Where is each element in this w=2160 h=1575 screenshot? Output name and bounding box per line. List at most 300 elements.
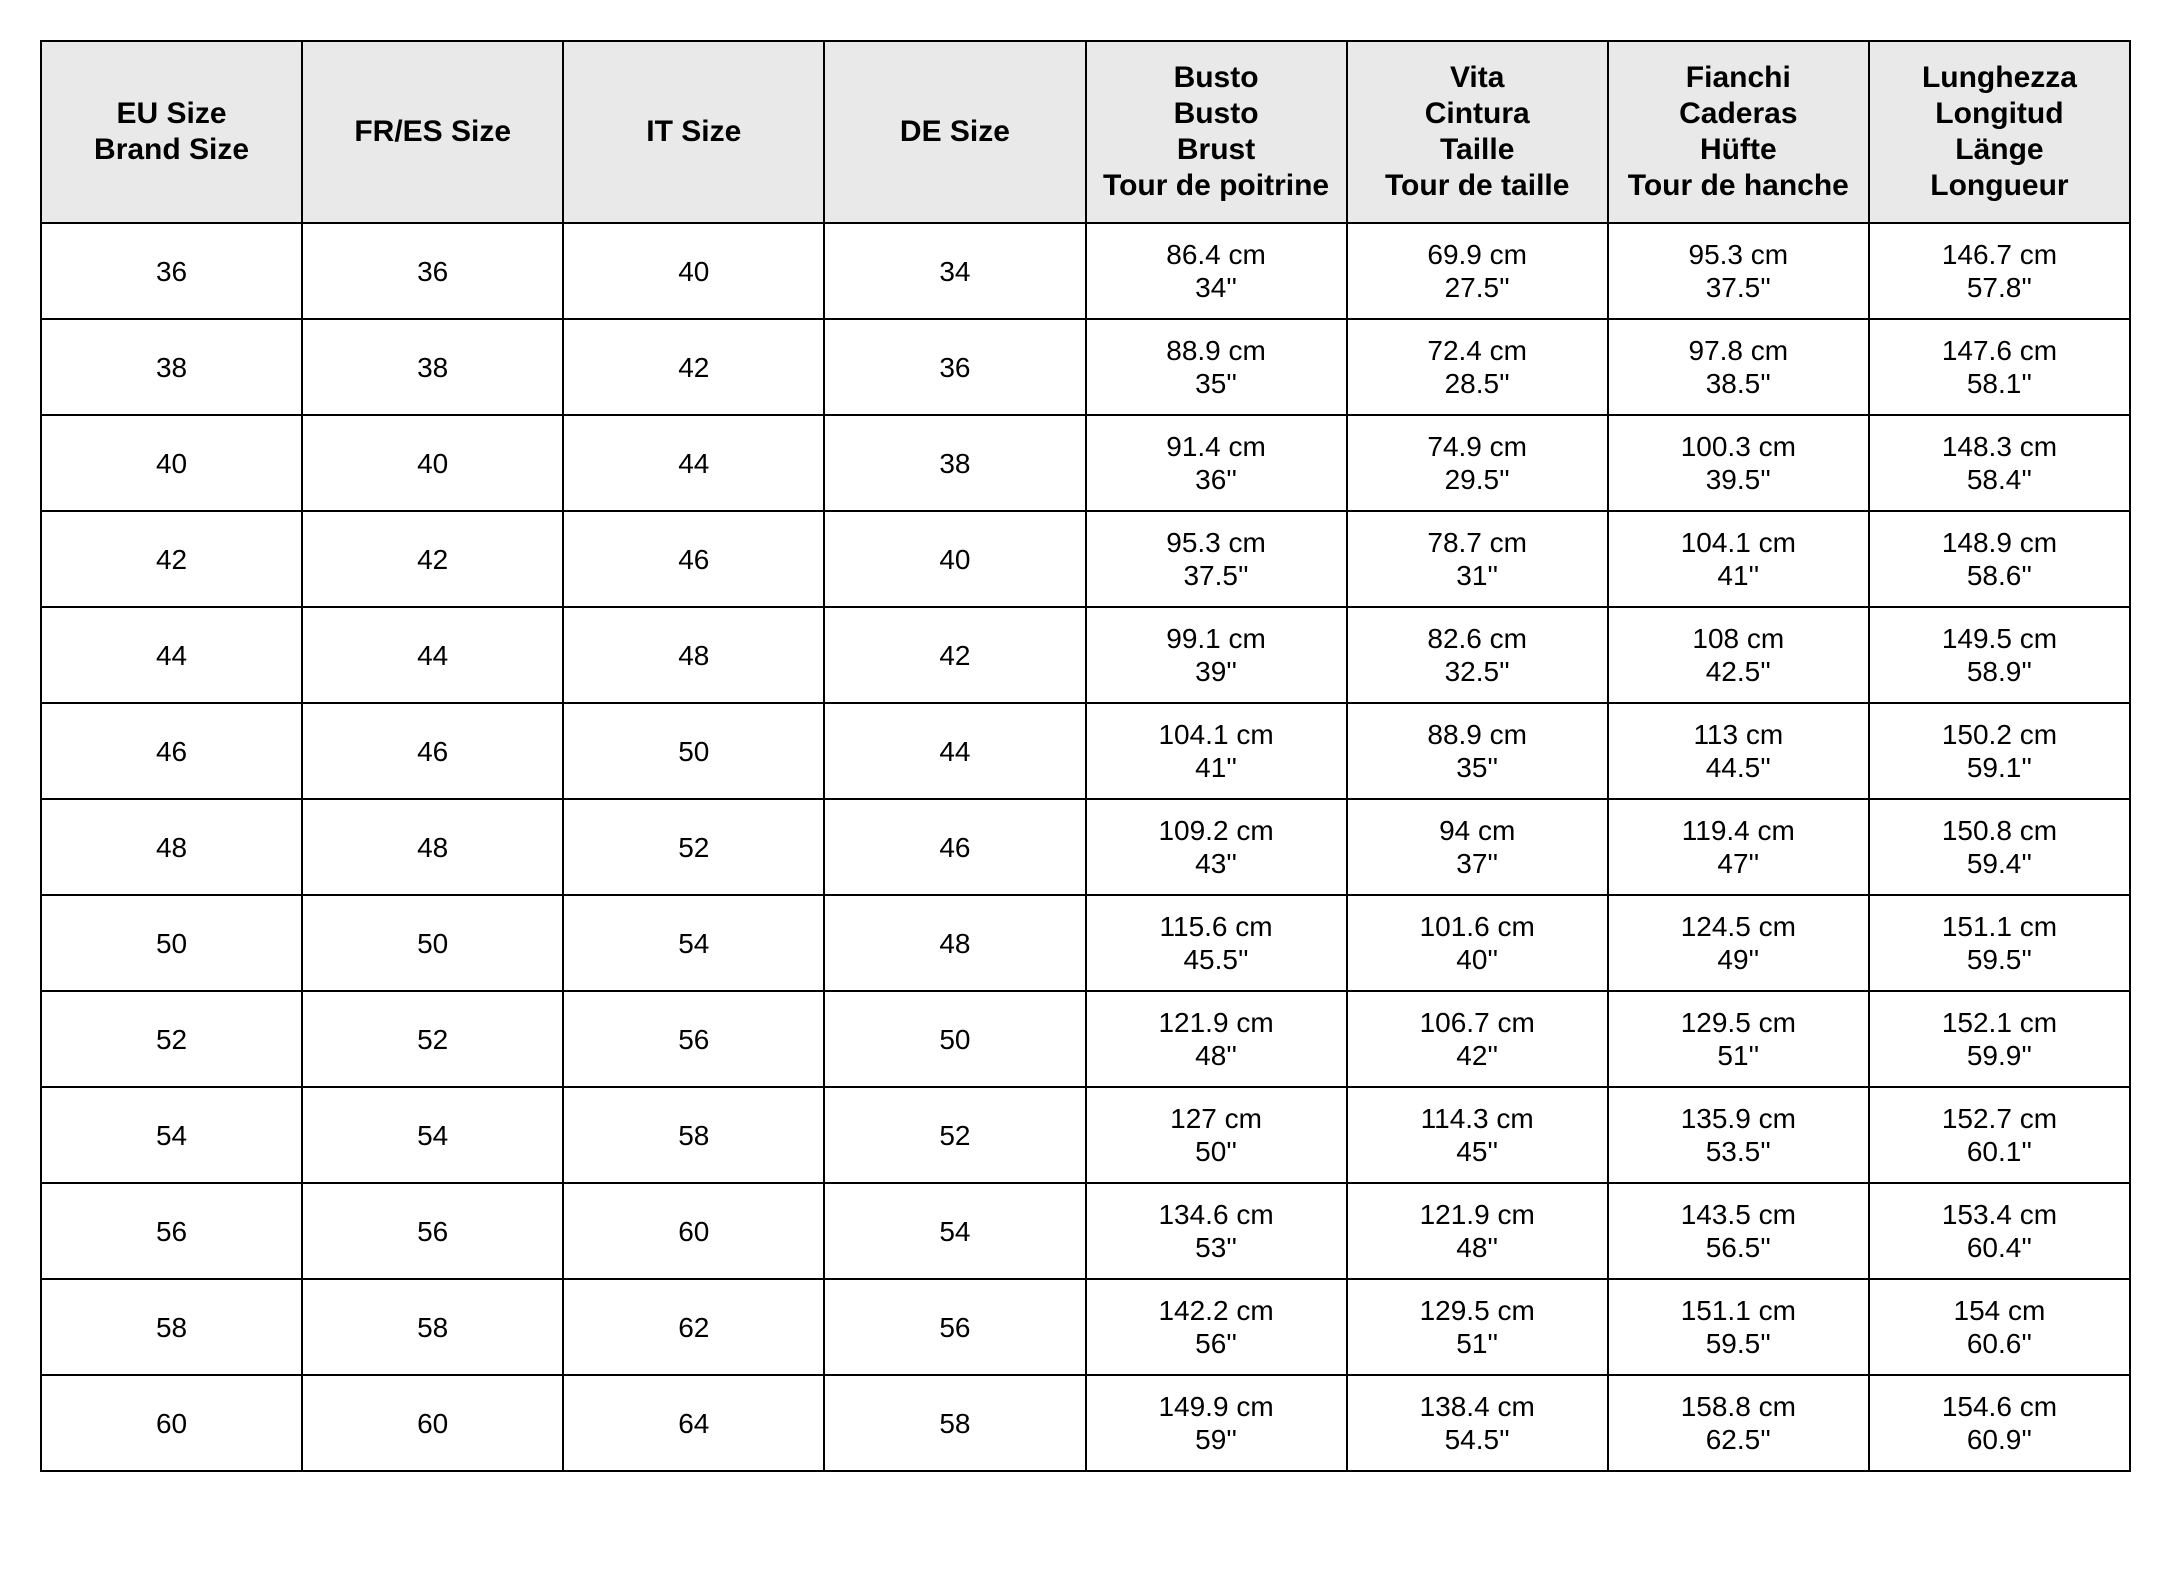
cell-value: 150.2 cm xyxy=(1941,719,2058,750)
cell-value: 74.9 cm xyxy=(1427,431,1527,462)
table-cell xyxy=(302,799,563,895)
column-header-label: IT Size xyxy=(646,115,742,148)
cell-value: 148.3 cm xyxy=(1941,431,2058,462)
cell-value: 46 xyxy=(155,735,188,767)
table-cell xyxy=(1347,1087,1608,1183)
column-header xyxy=(563,41,824,223)
cell-value: 149.9 cm xyxy=(1158,1391,1274,1422)
cell-value: 44 xyxy=(939,735,971,767)
cell-value: 50 xyxy=(417,927,449,959)
table-cell xyxy=(1086,1087,1347,1183)
table-cell xyxy=(1086,319,1347,415)
cell-value: 147.6 cm xyxy=(1941,335,2058,366)
cell-value: 129.5 cm xyxy=(1680,1007,1796,1038)
cell-value: 58.1'' xyxy=(1966,368,2033,399)
cell-value: 53.5'' xyxy=(1705,1136,1771,1167)
cell-value: 52 xyxy=(417,1023,449,1055)
cell-value: 38 xyxy=(155,351,188,383)
table-cell xyxy=(302,703,563,799)
table-cell xyxy=(41,1183,302,1279)
table-row xyxy=(41,703,2130,799)
cell-value: 40 xyxy=(417,447,449,479)
table-row xyxy=(41,991,2130,1087)
cell-value: 129.5 cm xyxy=(1419,1295,1535,1326)
cell-value: 88.9 cm xyxy=(1427,719,1527,750)
cell-value: 56 xyxy=(678,1023,710,1055)
table-cell xyxy=(563,1087,824,1183)
cell-value: 101.6 cm xyxy=(1419,911,1535,942)
cell-value: 58.9'' xyxy=(1966,656,2033,687)
cell-value: 46 xyxy=(678,543,710,575)
table-cell xyxy=(824,1375,1085,1471)
column-header xyxy=(302,41,563,223)
cell-value: 35'' xyxy=(1195,368,1237,399)
column-header-label: FR/ES Size xyxy=(354,115,512,148)
table-cell xyxy=(1086,703,1347,799)
cell-value: 143.5 cm xyxy=(1680,1199,1796,1230)
cell-value: 60 xyxy=(417,1407,449,1439)
table-cell xyxy=(824,415,1085,511)
cell-value: 59'' xyxy=(1195,1424,1237,1455)
cell-value: 36 xyxy=(155,255,188,287)
table-cell xyxy=(41,799,302,895)
cell-value: 34 xyxy=(939,255,971,287)
table-cell xyxy=(1086,799,1347,895)
cell-value: 53'' xyxy=(1195,1232,1237,1263)
cell-value: 41'' xyxy=(1195,752,1237,783)
table-cell xyxy=(1608,1183,1869,1279)
table-cell xyxy=(824,703,1085,799)
table-cell xyxy=(563,703,824,799)
cell-value: 134.6 cm xyxy=(1158,1199,1274,1230)
table-row xyxy=(41,1375,2130,1471)
table-cell xyxy=(302,1087,563,1183)
cell-value: 119.4 cm xyxy=(1681,815,1795,846)
column-header-label: Longueur xyxy=(1930,169,2069,202)
cell-value: 58.4'' xyxy=(1966,464,2033,495)
cell-value: 45'' xyxy=(1456,1136,1499,1167)
table-body xyxy=(41,223,2130,1471)
table-cell xyxy=(563,799,824,895)
table-cell xyxy=(1086,895,1347,991)
cell-value: 48 xyxy=(417,831,449,863)
cell-value: 62 xyxy=(678,1311,710,1343)
cell-value: 146.7 cm xyxy=(1941,239,2058,270)
table-cell xyxy=(1347,991,1608,1087)
table-cell xyxy=(1347,799,1608,895)
cell-value: 56.5'' xyxy=(1705,1232,1771,1263)
cell-value: 37.5'' xyxy=(1705,272,1771,303)
cell-value: 100.3 cm xyxy=(1680,431,1796,462)
cell-value: 28.5'' xyxy=(1444,368,1510,399)
cell-value: 151.1 cm xyxy=(1941,911,2058,942)
cell-value: 44.5'' xyxy=(1705,752,1771,783)
table-cell xyxy=(1608,703,1869,799)
table-cell xyxy=(41,1375,302,1471)
column-header-label: EU Size xyxy=(116,97,227,130)
cell-value: 34'' xyxy=(1195,272,1237,303)
table-cell xyxy=(824,223,1085,319)
column-header-label: Brust xyxy=(1176,133,1256,166)
cell-value: 37.5'' xyxy=(1183,560,1249,591)
cell-value: 42 xyxy=(417,543,449,575)
cell-value: 152.1 cm xyxy=(1941,1007,2058,1038)
cell-value: 59.9'' xyxy=(1966,1040,2033,1071)
cell-value: 38.5'' xyxy=(1705,368,1771,399)
table-cell xyxy=(824,895,1085,991)
cell-value: 58.6'' xyxy=(1966,560,2033,591)
table-row xyxy=(41,1087,2130,1183)
table-cell xyxy=(1608,991,1869,1087)
cell-value: 56'' xyxy=(1195,1328,1237,1359)
table-cell xyxy=(41,415,302,511)
cell-value: 154.6 cm xyxy=(1941,1391,2058,1422)
cell-value: 152.7 cm xyxy=(1941,1103,2058,1134)
cell-value: 59.4'' xyxy=(1966,848,2033,879)
table-cell xyxy=(563,1183,824,1279)
table-cell xyxy=(1608,223,1869,319)
cell-value: 95.3 cm xyxy=(1166,527,1266,558)
table-cell xyxy=(1869,1375,2130,1471)
cell-value: 88.9 cm xyxy=(1166,335,1266,366)
cell-value: 44 xyxy=(678,447,710,479)
cell-value: 46 xyxy=(417,735,449,767)
cell-value: 121.9 cm xyxy=(1158,1007,1274,1038)
table-cell xyxy=(41,895,302,991)
table-cell xyxy=(1086,223,1347,319)
cell-value: 62.5'' xyxy=(1705,1424,1771,1455)
cell-value: 39'' xyxy=(1195,656,1237,687)
cell-value: 60 xyxy=(155,1407,188,1439)
cell-value: 52 xyxy=(939,1119,971,1151)
cell-value: 35'' xyxy=(1456,752,1499,783)
table-cell xyxy=(1869,991,2130,1087)
cell-value: 60.6'' xyxy=(1966,1328,2033,1359)
table-cell xyxy=(1347,607,1608,703)
table-cell xyxy=(41,1087,302,1183)
table-cell xyxy=(1347,415,1608,511)
cell-value: 50 xyxy=(678,735,710,767)
column-header-label: Tour de hanche xyxy=(1627,169,1849,202)
table-cell xyxy=(1869,607,2130,703)
cell-value: 114.3 cm xyxy=(1420,1103,1534,1134)
table-cell xyxy=(1608,607,1869,703)
table-cell xyxy=(563,1279,824,1375)
column-header-label: Hüfte xyxy=(1699,133,1777,166)
table-cell xyxy=(41,607,302,703)
cell-value: 127 cm xyxy=(1170,1103,1262,1134)
cell-value: 52 xyxy=(155,1023,188,1055)
table-cell xyxy=(824,1183,1085,1279)
cell-value: 27.5'' xyxy=(1444,272,1510,303)
cell-value: 56 xyxy=(417,1215,449,1247)
table-row xyxy=(41,319,2130,415)
cell-value: 48 xyxy=(678,639,710,671)
cell-value: 86.4 cm xyxy=(1166,239,1266,270)
column-header-label: Lunghezza xyxy=(1921,61,2077,94)
table-cell xyxy=(1608,799,1869,895)
table-cell xyxy=(824,319,1085,415)
cell-value: 78.7 cm xyxy=(1427,527,1527,558)
cell-value: 121.9 cm xyxy=(1419,1199,1535,1230)
table-row xyxy=(41,223,2130,319)
table-cell xyxy=(824,1087,1085,1183)
cell-value: 36 xyxy=(939,351,971,383)
cell-value: 40 xyxy=(678,255,710,287)
cell-value: 48'' xyxy=(1456,1232,1499,1263)
table-cell xyxy=(1608,319,1869,415)
table-cell xyxy=(1869,1279,2130,1375)
column-header xyxy=(1869,41,2130,223)
column-header xyxy=(824,41,1085,223)
column-header-label: Cintura xyxy=(1424,97,1530,130)
cell-value: 108 cm xyxy=(1692,623,1785,654)
cell-value: 148.9 cm xyxy=(1941,527,2058,558)
column-header-label: Busto xyxy=(1173,61,1259,94)
table-cell xyxy=(1347,1375,1608,1471)
cell-value: 142.2 cm xyxy=(1158,1295,1274,1326)
column-header-label: Taille xyxy=(1439,133,1515,166)
table-cell xyxy=(1347,223,1608,319)
cell-value: 54 xyxy=(678,927,710,959)
table-cell xyxy=(824,991,1085,1087)
cell-value: 113 cm xyxy=(1693,719,1784,750)
cell-value: 32.5'' xyxy=(1444,656,1510,687)
cell-value: 50 xyxy=(939,1023,971,1055)
cell-value: 47'' xyxy=(1717,848,1760,879)
column-header xyxy=(41,41,302,223)
table-cell xyxy=(302,991,563,1087)
column-header-label: Longitud xyxy=(1935,97,2064,130)
cell-value: 150.8 cm xyxy=(1941,815,2058,846)
table-cell xyxy=(563,1375,824,1471)
cell-value: 99.1 cm xyxy=(1166,623,1266,654)
table-cell xyxy=(302,1183,563,1279)
cell-value: 149.5 cm xyxy=(1941,623,2058,654)
column-header xyxy=(1608,41,1869,223)
cell-value: 40 xyxy=(939,543,971,575)
column-header xyxy=(1086,41,1347,223)
cell-value: 56 xyxy=(155,1215,188,1247)
table-cell xyxy=(824,607,1085,703)
table-row xyxy=(41,607,2130,703)
cell-value: 44 xyxy=(417,639,449,671)
table-cell xyxy=(1869,895,2130,991)
cell-value: 94 cm xyxy=(1439,815,1516,846)
table-cell xyxy=(563,511,824,607)
header-row xyxy=(41,41,2130,223)
table-cell xyxy=(1347,703,1608,799)
table-cell xyxy=(1608,415,1869,511)
cell-value: 45.5'' xyxy=(1183,944,1249,975)
column-header-label: Tour de taille xyxy=(1384,169,1570,202)
cell-value: 72.4 cm xyxy=(1427,335,1527,366)
table-header xyxy=(41,41,2130,223)
column-header-label: Busto xyxy=(1173,97,1259,130)
cell-value: 58 xyxy=(417,1311,449,1343)
table-cell xyxy=(1086,1375,1347,1471)
cell-value: 50'' xyxy=(1195,1136,1237,1167)
table-cell xyxy=(1347,1183,1608,1279)
cell-value: 56 xyxy=(939,1311,971,1343)
table-cell xyxy=(1869,703,2130,799)
table-row xyxy=(41,1279,2130,1375)
cell-value: 60.1'' xyxy=(1966,1136,2033,1167)
table-row xyxy=(41,415,2130,511)
table-cell xyxy=(1347,1279,1608,1375)
table-cell xyxy=(1608,1279,1869,1375)
table-cell xyxy=(41,319,302,415)
table-cell xyxy=(1086,415,1347,511)
table-cell xyxy=(1086,607,1347,703)
cell-value: 153.4 cm xyxy=(1941,1199,2058,1230)
cell-value: 95.3 cm xyxy=(1688,239,1789,270)
cell-value: 109.2 cm xyxy=(1158,815,1274,846)
table-cell xyxy=(302,1375,563,1471)
table-cell xyxy=(302,319,563,415)
cell-value: 51'' xyxy=(1456,1328,1499,1359)
cell-value: 36 xyxy=(417,255,449,287)
table-cell xyxy=(563,223,824,319)
cell-value: 42'' xyxy=(1456,1040,1499,1071)
cell-value: 115.6 cm xyxy=(1159,911,1273,942)
cell-value: 58 xyxy=(155,1311,188,1343)
cell-value: 37'' xyxy=(1456,848,1499,879)
table-cell xyxy=(302,607,563,703)
table-cell xyxy=(1869,223,2130,319)
cell-value: 43'' xyxy=(1195,848,1237,879)
cell-value: 49'' xyxy=(1717,944,1760,975)
cell-value: 104.1 cm xyxy=(1680,527,1796,558)
cell-value: 97.8 cm xyxy=(1688,335,1789,366)
table-cell xyxy=(302,511,563,607)
cell-value: 59.1'' xyxy=(1966,752,2033,783)
cell-value: 82.6 cm xyxy=(1427,623,1527,654)
table-cell xyxy=(302,415,563,511)
table-row xyxy=(41,799,2130,895)
table-cell xyxy=(563,607,824,703)
table-cell xyxy=(302,1279,563,1375)
cell-value: 50 xyxy=(155,927,188,959)
cell-value: 57.8'' xyxy=(1966,272,2033,303)
cell-value: 52 xyxy=(678,831,710,863)
cell-value: 135.9 cm xyxy=(1680,1103,1796,1134)
cell-value: 31'' xyxy=(1456,560,1499,591)
cell-value: 54.5'' xyxy=(1444,1424,1510,1455)
table-cell xyxy=(824,799,1085,895)
cell-value: 124.5 cm xyxy=(1680,911,1796,942)
cell-value: 64 xyxy=(678,1407,710,1439)
cell-value: 51'' xyxy=(1717,1040,1760,1071)
column-header-label: Brand Size xyxy=(94,133,250,166)
cell-value: 38 xyxy=(939,447,971,479)
table-cell xyxy=(824,1279,1085,1375)
table-cell xyxy=(1869,1183,2130,1279)
cell-value: 58 xyxy=(678,1119,710,1151)
cell-value: 60.9'' xyxy=(1966,1424,2033,1455)
table-cell xyxy=(302,223,563,319)
cell-value: 42.5'' xyxy=(1705,656,1771,687)
size-chart-table xyxy=(40,40,2131,1472)
column-header-label: DE Size xyxy=(899,115,1010,148)
table-cell xyxy=(1347,511,1608,607)
table-cell xyxy=(41,511,302,607)
table-cell xyxy=(1869,319,2130,415)
cell-value: 91.4 cm xyxy=(1166,431,1266,462)
cell-value: 41'' xyxy=(1717,560,1760,591)
cell-value: 46 xyxy=(939,831,971,863)
column-header-label: Vita xyxy=(1449,61,1505,94)
cell-value: 154 cm xyxy=(1953,1295,2046,1326)
table-cell xyxy=(1869,415,2130,511)
table-cell xyxy=(1347,319,1608,415)
cell-value: 106.7 cm xyxy=(1419,1007,1535,1038)
table-cell xyxy=(1608,895,1869,991)
table-cell xyxy=(1086,1279,1347,1375)
table-cell xyxy=(41,1279,302,1375)
column-header-label: Caderas xyxy=(1679,97,1798,130)
cell-value: 36'' xyxy=(1195,464,1237,495)
cell-value: 151.1 cm xyxy=(1680,1295,1796,1326)
table-cell xyxy=(302,895,563,991)
table-row xyxy=(41,895,2130,991)
table-cell xyxy=(1086,511,1347,607)
cell-value: 39.5'' xyxy=(1705,464,1771,495)
column-header-label: Länge xyxy=(1955,133,2044,166)
table-cell xyxy=(1608,511,1869,607)
cell-value: 60.4'' xyxy=(1966,1232,2033,1263)
table-cell xyxy=(563,415,824,511)
table-cell xyxy=(1869,511,2130,607)
table-cell xyxy=(1608,1375,1869,1471)
table-cell xyxy=(41,223,302,319)
cell-value: 138.4 cm xyxy=(1419,1391,1535,1422)
cell-value: 59.5'' xyxy=(1705,1328,1771,1359)
table-cell xyxy=(563,319,824,415)
table-cell xyxy=(1869,799,2130,895)
table-cell xyxy=(563,895,824,991)
table-cell xyxy=(1608,1087,1869,1183)
cell-value: 42 xyxy=(939,639,971,671)
table-row xyxy=(41,511,2130,607)
cell-value: 54 xyxy=(155,1119,188,1151)
cell-value: 48'' xyxy=(1195,1040,1237,1071)
cell-value: 42 xyxy=(678,351,710,383)
table-cell xyxy=(41,703,302,799)
cell-value: 104.1 cm xyxy=(1158,719,1274,750)
cell-value: 40'' xyxy=(1456,944,1499,975)
column-header-label: Tour de poitrine xyxy=(1103,169,1330,202)
table-cell xyxy=(41,991,302,1087)
cell-value: 42 xyxy=(155,543,188,575)
column-header xyxy=(1347,41,1608,223)
cell-value: 158.8 cm xyxy=(1680,1391,1796,1422)
table-row xyxy=(41,1183,2130,1279)
cell-value: 58 xyxy=(939,1407,971,1439)
table-cell xyxy=(1869,1087,2130,1183)
column-header-label: Fianchi xyxy=(1685,61,1791,94)
cell-value: 60 xyxy=(678,1215,710,1247)
table-cell xyxy=(1347,895,1608,991)
cell-value: 59.5'' xyxy=(1966,944,2033,975)
table-cell xyxy=(824,511,1085,607)
cell-value: 48 xyxy=(939,927,971,959)
cell-value: 38 xyxy=(417,351,449,383)
cell-value: 29.5'' xyxy=(1444,464,1510,495)
table-cell xyxy=(563,991,824,1087)
cell-value: 44 xyxy=(155,639,188,671)
cell-value: 48 xyxy=(155,831,188,863)
